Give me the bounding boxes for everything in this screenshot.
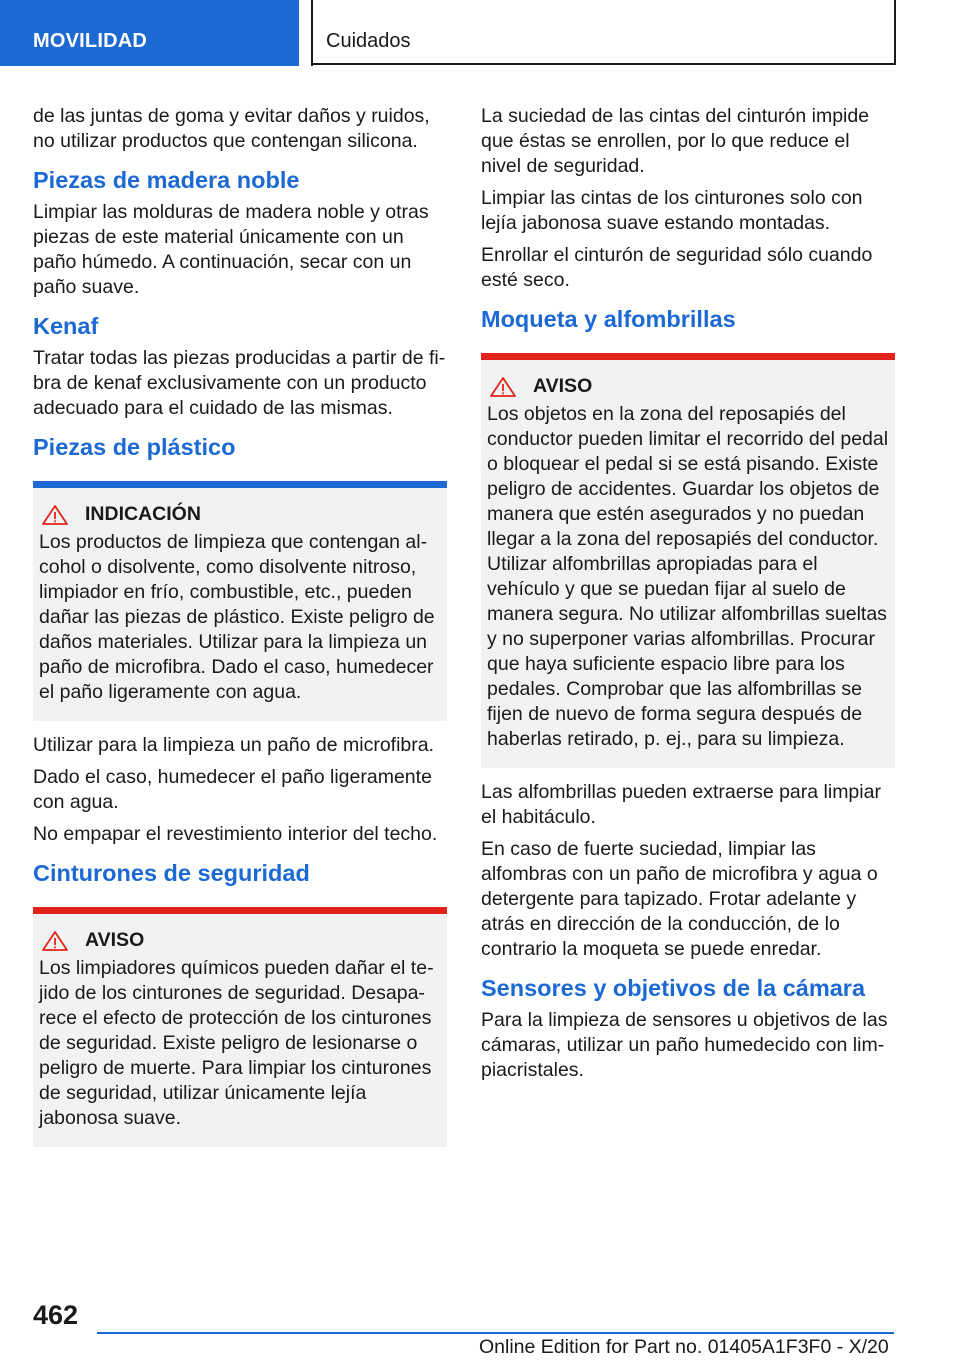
paragraph-moqueta-1: Las alfombrillas pueden extraerse para limpiar el habitáculo. — [481, 781, 881, 828]
heading-kenaf: Kenaf — [33, 313, 99, 339]
heading-moqueta: Moqueta y alfombrillas — [481, 306, 736, 332]
warning-triangle-icon — [489, 376, 523, 398]
paragraph-cinturones-1: La suciedad de las cintas del cinturón impide que éstas se enrollen, por lo que reduce el nivel de seguridad. — [481, 105, 870, 177]
section-tab — [0, 0, 299, 66]
paragraph-plastico-2: Dado el caso, humedecer el paño ligeramente con agua. — [33, 766, 432, 813]
footer-edition: Online Edition for Part no. 01405A1F3F0 - X/20 — [479, 1336, 889, 1358]
warning-triangle-icon — [41, 504, 75, 526]
intro-paragraph: de las juntas de goma y evitar daños y ruidos, no utilizar productos que contengan silicona. — [33, 105, 430, 152]
paragraph-moqueta-2: En caso de fuerte suciedad, limpiar las alfombras con un paño de microfibra y agua o detergente para tapizado. Frotar adelante y atrás en dirección de la conducción, de lo contrario la moqueta se puede enredar. — [481, 838, 878, 960]
right-column — [481, 104, 895, 1090]
warning-title: AVISO — [533, 375, 593, 397]
paragraph-madera-noble: Limpiar las molduras de madera noble y otras piezas de este material únicamente con un paño húmedo. A continuación, secar con un paño suave. — [33, 201, 429, 298]
warning-text: Los objetos en la zona del reposapiés del conductor pueden limitar el recorrido del pedal o bloquear el pedal si se está pisando. Existe peligro de accidentes. Guardar los objetos de manera que estén asegurados y no puedan llegar a la zona del reposapiés del conductor. Utilizar alfombrillas apropiadas para el vehículo y que se puedan fijar al suelo de manera segura. No utilizar alfombrillas sueltas y no superponer varias alfombrillas. Procurar que haya suficiente espacio libre para los pedales. Comprobar que las alfombrillas se fijen de nuevo de forma segura después de haberlas retirado, p. ej., para su limpieza. — [487, 403, 889, 750]
warning-title: AVISO — [85, 929, 145, 951]
footer-rule — [97, 1332, 894, 1334]
heading-cinturones: Cinturones de seguridad — [33, 860, 310, 886]
warning-box-cinturones — [33, 907, 447, 1147]
heading-sensores: Sensores y objetivos de la cámara — [481, 975, 866, 1001]
paragraph-plastico-1: Utilizar para la limpieza un paño de microfibra. — [33, 734, 435, 756]
warning-title-row — [39, 928, 441, 953]
chapter-title: Cuidados — [326, 30, 411, 52]
paragraph-cinturones-2: Limpiar las cintas de los cinturones solo con lejía jabonosa suave estando montadas. — [481, 187, 863, 234]
header-divider — [311, 0, 313, 66]
section-title: MOVILIDAD — [33, 30, 148, 52]
heading-madera-noble: Piezas de madera noble — [33, 167, 300, 193]
notice-title: INDICACIÓN — [85, 503, 201, 525]
notice-text: Los productos de limpieza que contengan alcohol o disolvente, como disolvente nitroso, limpiador en frío, combustible, etc., pueden dañar las piezas de plástico. Existe peligro de daños materiales. Utilizar para la limpieza un paño de microfibra. Dado el caso, humedecer el paño ligeramente con agua. — [39, 531, 435, 703]
paragraph-kenaf: Tratar todas las piezas producidas a partir de fibra de kenaf exclusivamente con un producto adecuado para el cuidado de las mismas. — [33, 347, 446, 419]
paragraph-plastico-3: No empapar el revestimiento interior del techo. — [33, 823, 438, 845]
warning-title-row — [487, 374, 889, 399]
header-underline — [311, 63, 896, 65]
heading-plastico: Piezas de plástico — [33, 434, 236, 460]
notice-box-plastico — [33, 481, 447, 721]
warning-triangle-icon — [41, 930, 75, 952]
paragraph-cinturones-3: Enrollar el cinturón de seguridad sólo cuando esté seco. — [481, 244, 873, 291]
header-right-border — [894, 0, 896, 65]
notice-title-row — [39, 502, 441, 527]
page-number: 462 — [33, 1300, 79, 1330]
paragraph-sensores: Para la limpieza de sensores u objetivos de las cámaras, utilizar un paño humedecido con limpiacristales. — [481, 1009, 888, 1081]
warning-box-moqueta — [481, 353, 895, 768]
left-column — [33, 104, 447, 1159]
warning-text: Los limpiadores químicos pueden dañar el tejido de los cinturones de seguridad. Desaparece el efecto de protección de los cinturones de seguridad. Existe peligro de lesionarse o peligro de muerte. Para limpiar los cinturones de seguridad, utilizar únicamente lejía jabonosa suave. — [39, 957, 434, 1129]
